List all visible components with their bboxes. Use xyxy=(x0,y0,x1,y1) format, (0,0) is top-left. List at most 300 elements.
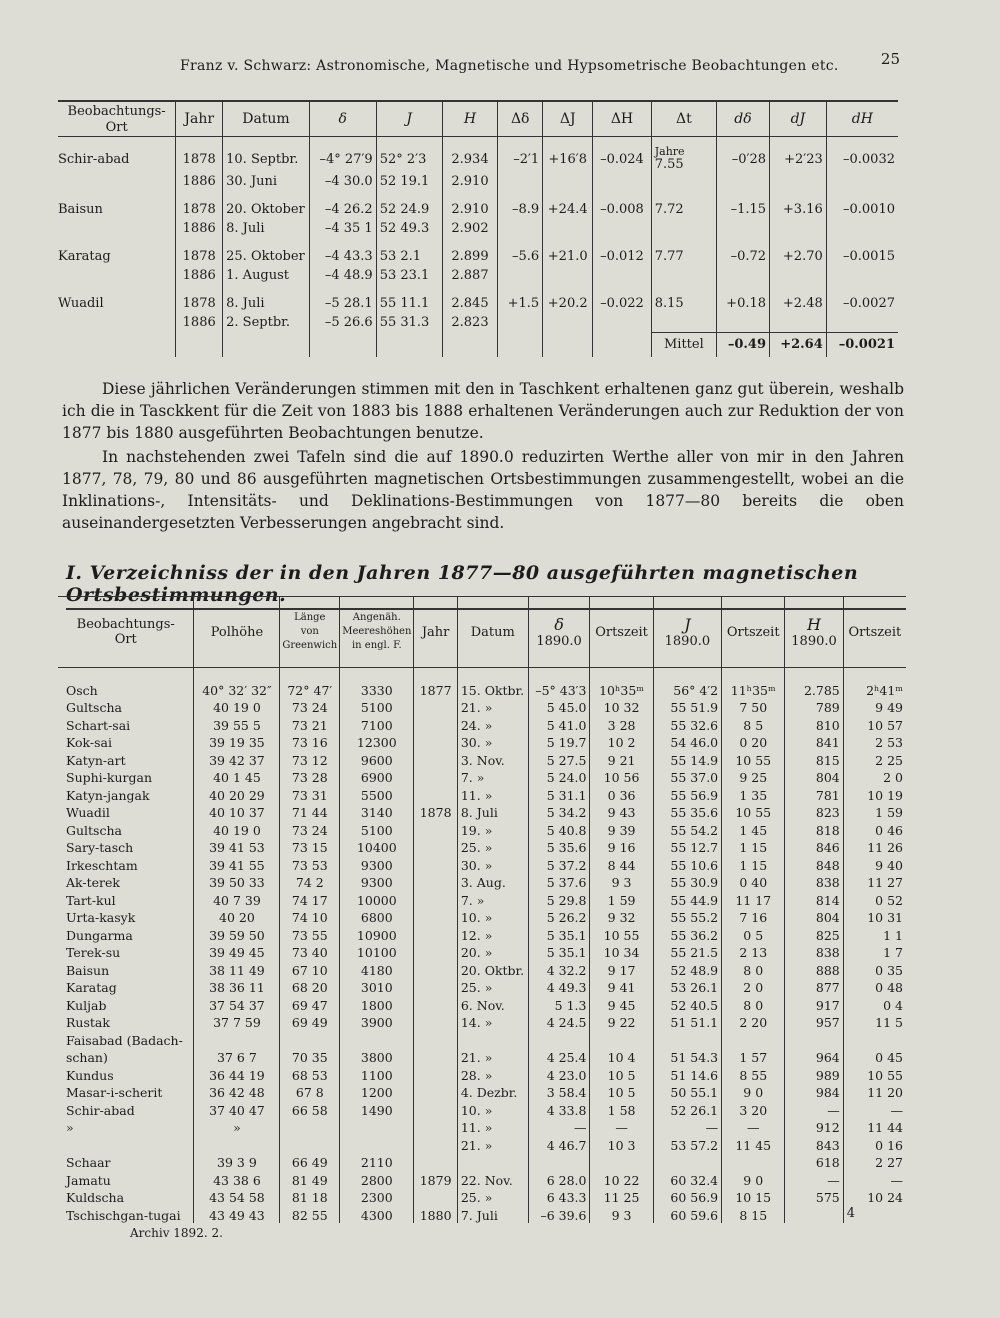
table-cell xyxy=(593,313,652,333)
table-cell: 838 xyxy=(785,873,843,891)
table-cell: 0 40 xyxy=(722,873,785,891)
table-row xyxy=(58,1135,906,1153)
table-cell: 30. Juni xyxy=(223,172,310,191)
col-dd: dδ xyxy=(716,101,769,137)
table-cell xyxy=(414,890,457,908)
table-cell xyxy=(414,838,457,856)
table-cell: 804 xyxy=(785,908,843,926)
table-cell: 2ʰ41ᵐ xyxy=(843,680,906,698)
table-row xyxy=(58,960,906,978)
table-cell xyxy=(722,1153,785,1171)
table-cell: Schart-sai xyxy=(66,717,131,733)
table-cell: 10. » xyxy=(457,1100,528,1118)
table-cell: 11ʰ35ᵐ xyxy=(722,680,785,698)
table-cell xyxy=(651,219,716,238)
table-row xyxy=(58,855,906,873)
table-cell: Mittel xyxy=(651,333,716,357)
table-cell xyxy=(414,978,457,996)
table-cell: 38 36 11 xyxy=(194,978,280,996)
table-cell xyxy=(770,219,827,238)
spacer-cell xyxy=(442,191,497,200)
table-cell xyxy=(414,1048,457,1066)
table-row xyxy=(58,313,898,333)
table-cell: 70 35 xyxy=(280,1048,340,1066)
table-cell: 5 37.6 xyxy=(528,873,590,891)
col-ortszeit2: Ortszeit xyxy=(722,597,785,668)
table-cell xyxy=(653,1153,721,1171)
table-row xyxy=(58,908,906,926)
table-cell xyxy=(414,995,457,1013)
spacer-cell xyxy=(770,137,827,147)
table-cell: 11 27 xyxy=(843,873,906,891)
col-ortszeit1: Ortszeit xyxy=(590,597,653,668)
table-cell: 5 24.0 xyxy=(528,768,590,786)
table-cell: Kuldscha xyxy=(66,1190,125,1205)
table-cell: 67 10 xyxy=(280,960,340,978)
table-cell: 0 4 xyxy=(843,995,906,1013)
table-cell: 43 38 6 xyxy=(194,1170,280,1188)
table-cell xyxy=(414,1030,457,1048)
table-cell: 10. » xyxy=(457,908,528,926)
table-cell: 3. Aug. xyxy=(457,873,528,891)
table-row xyxy=(58,1100,906,1118)
table-cell xyxy=(414,855,457,873)
spacer-cell xyxy=(593,238,652,247)
table-cell: 10 3 xyxy=(590,1135,653,1153)
spacer-cell xyxy=(376,238,442,247)
table-cell: 36 42 48 xyxy=(194,1083,280,1101)
table-row xyxy=(58,1083,906,1101)
spacer-cell xyxy=(176,285,223,294)
observation-table-header xyxy=(58,597,906,668)
table-cell: 55 44.9 xyxy=(653,890,721,908)
spacer-cell xyxy=(593,137,652,147)
table-cell: Tschischgan-tugai xyxy=(66,1207,181,1223)
table-cell: 81 18 xyxy=(280,1188,340,1206)
table-cell: 2.845 xyxy=(442,294,497,313)
table-cell: 55 14.9 xyxy=(653,750,721,768)
spacer-cell xyxy=(528,668,590,681)
table-cell: 40 7 39 xyxy=(194,890,280,908)
table-cell: 55 55.2 xyxy=(653,908,721,926)
table-row xyxy=(58,838,906,856)
table-cell: 74 10 xyxy=(280,908,340,926)
table-cell: 917 xyxy=(785,995,843,1013)
table-cell: 4180 xyxy=(340,960,414,978)
table-cell: 73 16 xyxy=(280,733,340,751)
table-cell: 4 33.8 xyxy=(528,1100,590,1118)
table-cell: 40 1 45 xyxy=(194,768,280,786)
table-cell: 1879 xyxy=(414,1170,457,1188)
table-cell: 618 xyxy=(785,1153,843,1171)
table-cell: 40° 32′ 32″ xyxy=(194,680,280,698)
table-cell xyxy=(414,908,457,926)
table-cell: 1 15 xyxy=(722,838,785,856)
change-table-header xyxy=(58,101,898,137)
table-cell: 10100 xyxy=(340,943,414,961)
spacer-cell xyxy=(223,238,310,247)
table-cell: 1 57 xyxy=(722,1048,785,1066)
table-cell xyxy=(414,698,457,716)
table-cell: 5 29.8 xyxy=(528,890,590,908)
table-cell: 5 35.6 xyxy=(528,838,590,856)
table-cell: 7. Juli xyxy=(457,1205,528,1223)
table-cell: +2.64 xyxy=(770,333,827,357)
table-cell: 9300 xyxy=(340,873,414,891)
col-h2-symbol: H xyxy=(807,615,821,634)
table-cell: 10 55 xyxy=(590,925,653,943)
table-cell: 846 xyxy=(785,838,843,856)
table-cell: 60 59.6 xyxy=(653,1205,721,1223)
table-cell xyxy=(593,219,652,238)
table-cell: 989 xyxy=(785,1065,843,1083)
table-row xyxy=(58,785,906,803)
col-j2 xyxy=(653,597,721,668)
table-cell: 8 55 xyxy=(722,1065,785,1083)
table-row xyxy=(58,943,906,961)
table-row xyxy=(58,219,898,238)
spacer-cell xyxy=(498,238,543,247)
table-cell: –4 30.0 xyxy=(309,172,376,191)
table-cell: 40 20 29 xyxy=(194,785,280,803)
spacer-cell xyxy=(58,191,176,200)
table-cell: 2.910 xyxy=(442,172,497,191)
table-cell: 73 31 xyxy=(280,785,340,803)
col-d-h: ΔH xyxy=(593,101,652,137)
table-cell: 39 41 55 xyxy=(194,855,280,873)
table-row xyxy=(58,172,898,191)
table-cell: 4300 xyxy=(340,1205,414,1223)
table-row xyxy=(58,1170,906,1188)
table-cell: 12. » xyxy=(457,925,528,943)
table-cell xyxy=(414,1188,457,1206)
table-cell xyxy=(651,200,716,219)
col-ort2 xyxy=(58,597,194,668)
table-cell: 10 19 xyxy=(843,785,906,803)
table-cell: 73 28 xyxy=(280,768,340,786)
change-table-body xyxy=(58,137,898,357)
table-row xyxy=(58,146,898,172)
table-cell: 5 45.0 xyxy=(528,698,590,716)
table-cell: — xyxy=(785,1170,843,1188)
table-cell: 5100 xyxy=(340,698,414,716)
table-cell: –0.72 xyxy=(716,247,769,266)
table-cell xyxy=(826,219,898,238)
col-hoehe-label: Angenäh. Meereshöhen in engl. F. xyxy=(342,612,412,651)
spacer-cell xyxy=(826,137,898,147)
table-cell: 10 5 xyxy=(590,1065,653,1083)
spacer-cell xyxy=(309,191,376,200)
spacer-cell xyxy=(442,137,497,147)
table-cell: 66 49 xyxy=(280,1153,340,1171)
page-number: 25 xyxy=(880,50,900,68)
table-cell: 39 19 35 xyxy=(194,733,280,751)
spacer-cell xyxy=(543,333,593,357)
table-cell: 21. » xyxy=(457,1135,528,1153)
table-cell: 9 3 xyxy=(590,873,653,891)
table-cell: — xyxy=(653,1118,721,1136)
table-cell: 1880 xyxy=(414,1205,457,1223)
table-cell: 11. » xyxy=(457,785,528,803)
table-row xyxy=(58,733,906,751)
table-row xyxy=(58,1065,906,1083)
spacer-cell xyxy=(543,191,593,200)
table-cell xyxy=(785,1205,843,1223)
table-cell: 10900 xyxy=(340,925,414,943)
table-cell: 8. Juli xyxy=(223,219,310,238)
table-cell: 69 47 xyxy=(280,995,340,1013)
table-cell: –0.024 xyxy=(593,146,652,172)
table-cell: –2′1 xyxy=(498,146,543,172)
spacer-cell xyxy=(651,191,716,200)
spacer-cell xyxy=(414,668,457,681)
table-cell: Sary-tasch xyxy=(66,840,134,855)
table-cell: –0.0015 xyxy=(826,247,898,266)
table-cell xyxy=(543,313,593,333)
table-cell xyxy=(414,1135,457,1153)
table-cell: –4 26.2 xyxy=(309,200,376,219)
table-cell: +21.0 xyxy=(543,247,593,266)
spacer-row xyxy=(58,285,898,294)
col-jahr2: Jahr xyxy=(414,597,457,668)
table-cell: 43 54 58 xyxy=(194,1188,280,1206)
table-cell: Kundus xyxy=(66,1067,114,1083)
table-cell: –5° 43′3 xyxy=(528,680,590,698)
table-cell: 40 19 0 xyxy=(194,698,280,716)
table-cell: 9 25 xyxy=(722,768,785,786)
table-cell: 2.902 xyxy=(442,219,497,238)
table-cell: 6 43.3 xyxy=(528,1188,590,1206)
table-cell: 781 xyxy=(785,785,843,803)
table-cell: 3140 xyxy=(340,803,414,821)
table-cell: 9 39 xyxy=(590,820,653,838)
spacer-cell xyxy=(651,285,716,294)
table-cell: 1 59 xyxy=(843,803,906,821)
text-block xyxy=(62,378,904,534)
unit-label: Jahre xyxy=(654,145,685,158)
spacer-cell xyxy=(194,668,280,681)
table-cell: 52 49.3 xyxy=(376,219,442,238)
table-cell: 73 21 xyxy=(280,715,340,733)
spacer-cell xyxy=(58,137,176,147)
value: 7.55 xyxy=(654,157,684,172)
table-cell: 52 26.1 xyxy=(653,1100,721,1118)
table-row xyxy=(58,266,898,285)
table-cell xyxy=(593,172,652,191)
table-cell: –0.0021 xyxy=(826,333,898,357)
spacer-cell xyxy=(442,238,497,247)
spacer-cell xyxy=(543,238,593,247)
table-cell xyxy=(414,943,457,961)
table-cell: 9 40 xyxy=(843,855,906,873)
table-row xyxy=(58,1205,906,1223)
table-cell xyxy=(414,820,457,838)
spacer-row xyxy=(58,191,898,200)
table-cell: 74 17 xyxy=(280,890,340,908)
table-cell: 55 36.2 xyxy=(653,925,721,943)
table-row xyxy=(58,873,906,891)
table-cell: –6 39.6 xyxy=(528,1205,590,1223)
table-cell: 73 24 xyxy=(280,820,340,838)
table-cell: 2.934 xyxy=(442,146,497,172)
spacer-cell xyxy=(593,191,652,200)
spacer-cell xyxy=(58,238,176,247)
table-cell: 3330 xyxy=(340,680,414,698)
spacer-cell xyxy=(543,137,593,147)
table-cell xyxy=(826,266,898,285)
table-cell: 888 xyxy=(785,960,843,978)
table-cell: 11 20 xyxy=(843,1083,906,1101)
table-cell xyxy=(498,266,543,285)
table-cell xyxy=(280,1118,340,1136)
table-cell: 9600 xyxy=(340,750,414,768)
table-cell: 51 14.6 xyxy=(653,1065,721,1083)
table-row xyxy=(58,200,898,219)
table-row xyxy=(58,1048,906,1066)
table-cell: 4. Dezbr. xyxy=(457,1083,528,1101)
table-cell: 6800 xyxy=(340,908,414,926)
table-cell: 10 24 xyxy=(843,1188,906,1206)
table-cell xyxy=(58,219,176,238)
table-cell: 9 0 xyxy=(722,1170,785,1188)
table-row xyxy=(58,698,906,716)
spacer-row xyxy=(58,137,898,147)
table-cell: 10000 xyxy=(340,890,414,908)
table-cell: 11 17 xyxy=(722,890,785,908)
table-cell xyxy=(590,1030,653,1048)
table-cell: 804 xyxy=(785,768,843,786)
table-cell: 2 53 xyxy=(843,733,906,751)
table-cell: 912 xyxy=(785,1118,843,1136)
table-cell: 957 xyxy=(785,1013,843,1031)
spacer-cell xyxy=(593,285,652,294)
table-cell: 10 4 xyxy=(590,1048,653,1066)
table-cell: 0 46 xyxy=(843,820,906,838)
table-cell: 55 56.9 xyxy=(653,785,721,803)
table-cell: 1 1 xyxy=(843,925,906,943)
table-cell xyxy=(414,1065,457,1083)
table-cell: –0.49 xyxy=(716,333,769,357)
table-row xyxy=(58,247,898,266)
table-cell: 984 xyxy=(785,1083,843,1101)
spacer-cell xyxy=(376,191,442,200)
table-cell: 4 46.7 xyxy=(528,1135,590,1153)
table-cell: Katyn-art xyxy=(66,752,126,768)
table-cell: 0 5 xyxy=(722,925,785,943)
table-cell: 8. Juli xyxy=(223,294,310,313)
table-cell xyxy=(590,1153,653,1171)
table-cell: 1 58 xyxy=(590,1100,653,1118)
table-cell: 4 24.5 xyxy=(528,1013,590,1031)
table-cell xyxy=(414,1083,457,1101)
table-cell: 25. » xyxy=(457,1188,528,1206)
table-cell xyxy=(716,313,769,333)
table-cell: 1 45 xyxy=(722,820,785,838)
table-cell: 0 20 xyxy=(722,733,785,751)
table-cell: 9 32 xyxy=(590,908,653,926)
footer-archiv: Archiv 1892. 2. xyxy=(130,1226,223,1240)
table-cell: 25. Oktober xyxy=(223,247,310,266)
table-cell xyxy=(280,1135,340,1153)
table-cell xyxy=(843,1030,906,1048)
table-cell: 1. August xyxy=(223,266,310,285)
table-cell: 72° 47′ xyxy=(280,680,340,698)
table-cell: 6 28.0 xyxy=(528,1170,590,1188)
table-cell: –0.0027 xyxy=(826,294,898,313)
spacer-cell xyxy=(176,238,223,247)
table-cell: 50 55.1 xyxy=(653,1083,721,1101)
table-cell: 848 xyxy=(785,855,843,873)
table-cell: 43 49 43 xyxy=(194,1205,280,1223)
spacer-cell xyxy=(651,238,716,247)
table-cell: 2.887 xyxy=(442,266,497,285)
table-cell: 2 13 xyxy=(722,943,785,961)
table-cell: 30. » xyxy=(457,733,528,751)
table-cell: Faisabad (Badach- xyxy=(66,1032,183,1048)
col-d-j: ΔJ xyxy=(543,101,593,137)
table-cell: 37 40 47 xyxy=(194,1100,280,1118)
table-cell: 1800 xyxy=(340,995,414,1013)
paragraph-2: In nachstehenden zwei Tafeln sind die auf 1890.0 reduzirten Werthe aller von mir in den Jahren 1877, 78, 79, 80 und 86 ausgeführten magnetischen Ortsbestimmungen zusammengestellt, wobei an die Inklinations-, Intensitäts- und Deklinations-Bestimmungen von 1877—80 bereits die oben auseinandergesetzten Verbesserungen angebracht sind. xyxy=(62,448,904,532)
spacer-cell xyxy=(826,238,898,247)
spacer-cell xyxy=(309,285,376,294)
table-cell xyxy=(770,266,827,285)
table-row xyxy=(58,995,906,1013)
table-cell: 843 xyxy=(785,1135,843,1153)
header-title: Franz v. Schwarz: Astronomische, Magnetische und Hypsometrische Beobachtungen etc. xyxy=(180,58,839,74)
table-cell: 4 25.4 xyxy=(528,1048,590,1066)
table-cell: 69 49 xyxy=(280,1013,340,1031)
spacer-cell xyxy=(843,668,906,681)
table-cell: 21. » xyxy=(457,698,528,716)
table-cell: 14. » xyxy=(457,1013,528,1031)
table-cell: 9 22 xyxy=(590,1013,653,1031)
table-cell: 19. » xyxy=(457,820,528,838)
table-cell: –0.0010 xyxy=(826,200,898,219)
table-cell: 5100 xyxy=(340,820,414,838)
table-cell: 5 19.7 xyxy=(528,733,590,751)
spacer-cell xyxy=(376,285,442,294)
table-cell: 10 55 xyxy=(722,803,785,821)
table-title: I. Verzeichniss der in den Jahren 1877—80 ausgeführten magnetischen Ortsbestimmungen. xyxy=(66,562,906,610)
spacer-cell xyxy=(653,668,721,681)
table-cell: Baisun xyxy=(58,202,103,217)
spacer-cell xyxy=(770,285,827,294)
table-cell: –4 48.9 xyxy=(309,266,376,285)
table-cell: 60 56.9 xyxy=(653,1188,721,1206)
spacer-cell xyxy=(722,668,785,681)
table-cell: 73 40 xyxy=(280,943,340,961)
table-cell: –1.15 xyxy=(716,200,769,219)
table-cell: 55 32.6 xyxy=(653,715,721,733)
table-cell: 838 xyxy=(785,943,843,961)
table-cell: — xyxy=(843,1170,906,1188)
col-delta2-symbol: δ xyxy=(554,615,564,634)
table-cell xyxy=(543,219,593,238)
table-cell: 28. » xyxy=(457,1065,528,1083)
spacer-cell xyxy=(223,333,310,357)
table-cell xyxy=(653,1030,721,1048)
table-cell xyxy=(651,313,716,333)
value: 7.77 xyxy=(654,249,684,264)
table-cell: +0.18 xyxy=(716,294,769,313)
observation-table-body xyxy=(58,668,906,1223)
table-cell: 56° 4′2 xyxy=(653,680,721,698)
table-cell: — xyxy=(722,1118,785,1136)
table-cell: 3 58.4 xyxy=(528,1083,590,1101)
table-cell xyxy=(722,1030,785,1048)
value: 8.15 xyxy=(654,296,684,311)
